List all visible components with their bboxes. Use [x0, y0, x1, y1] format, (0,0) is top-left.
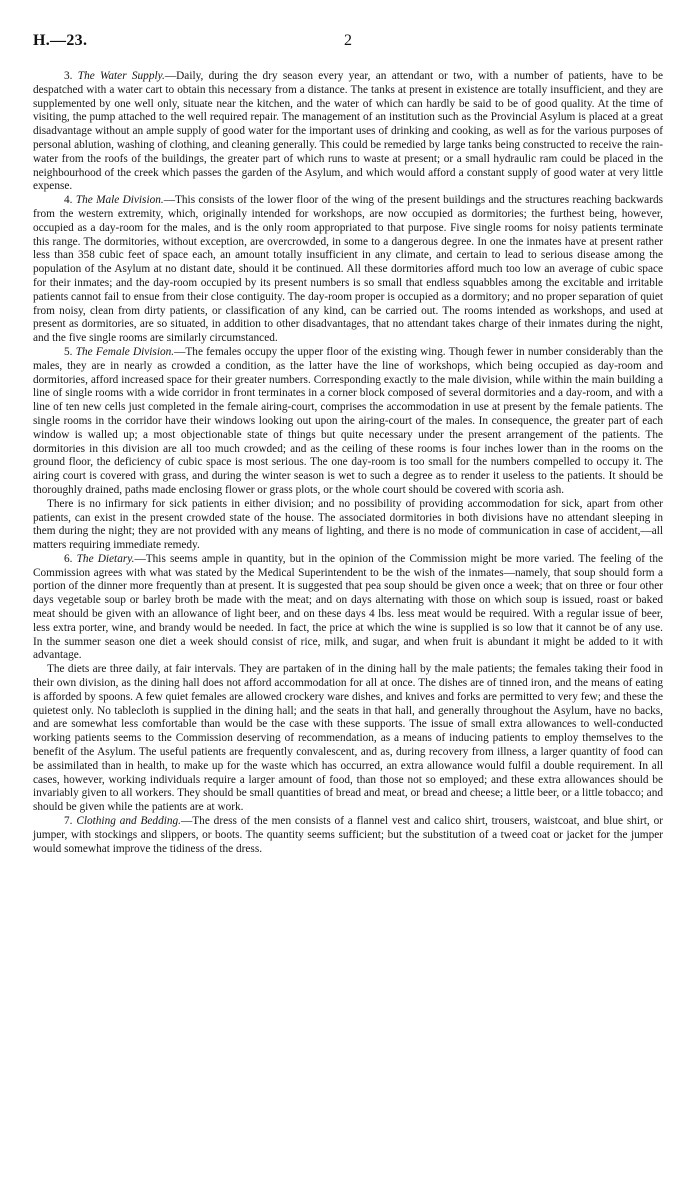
section-number: 5.	[64, 345, 73, 358]
paragraph-female-division	[33, 346, 663, 498]
paragraph-clothing	[33, 815, 663, 856]
section-number: 3.	[64, 70, 73, 82]
paragraph-text: —Daily, during the dry season every year, an attendant or two, with a number of patients, have to be despatched with a water cart to obtain this necessary from a distance. The tanks at present in existence are totally insufficient, and they are supplemented by one well only, situate near the kitchen, and the water of which can hardly be said to be of good quality. At the time of visiting, the pump attached to the well required repair. The management of an institution such as the Provincial Asylum is placed at a great disadvantage without an ample supply of good water for the important uses of drinking and cooking, as well as for the various purposes of personal ablution, washing of clothing, and cleaning generally. This could be remedied by large tanks being constructed to receive the rain-water from the roofs of the buildings, the greater part of which runs to waste at present; or a small hydraulic ram could be placed in the neighbourhood of the creek which passes the garden of the Asylum, and which would afford a constant supply of good water at very little expense.	[33, 70, 663, 193]
paragraph-dietary	[33, 553, 663, 663]
document-reference: H.—23.	[33, 32, 88, 49]
page-header	[33, 32, 663, 52]
paragraph-text: —The dress of the men consists of a flannel vest and calico shirt, trousers, waistcoat, and blue shirt, or jumper, with stockings and slippers, or boots. The quantity seems sufficient; but the substitution of a tweed coat or jacket for the jumper would somewhat improve the tidiness of the dress.	[33, 815, 663, 855]
section-number: 6.	[64, 552, 73, 565]
paragraph-text: —This consists of the lower floor of the wing of the present buildings and the structures reaching backwards from the western extremity, which, originally intended for workshops, are now occupied as dormitories; the furthest being, however, occupied as a day-room for the males, and is the only room appropriated to that purpose. Five single rooms for noisy patients terminate this range. The dormitories, without exception, are overcrowded, in some to a dangerous degree. In one the inmates have at present rather less than 358 cubic feet of space each, an amount totally insufficient in any climate, and certain to lead to serious disease among the population of the Asylum at no distant date, should it be continued. All these dormitories afford much too low an average of cubic space for their inmates; and the day-room occupied by its present numbers is so small that endless squabbles among the excitable and irritable patients cannot fail to ensue from their close contiguity. The day-room proper is occupied as a dormitory; and no proper separation of quiet from noisy, clean from dirty patients, or classification of any kind, can be carried out. The rooms intended as workshops, and used at present as dormitories, are so situated, in addition to other disadvantages, that no attendant takes charge of their inmates during the night, and the five single rooms are similarly circumstanced.	[33, 194, 663, 345]
paragraph-text: —The females occupy the upper floor of the existing wing. Though fewer in number considerably than the males, they are in nearly as crowded a condition, as the latter have the line of workshops, which being occupied as day-room and dormitories, afford increased space for their greater numbers. Corresponding exactly to the male division, while within the main building a line of single rooms with a wide corridor in front terminates in a corner block composed of several dormitories and a day-room, and with a line of ten new cells just completed in the female airing-court, comprises the accommodation in use at present by the female patients. The single rooms in the corridor have their windows looking out upon the airing-court of the males. In consequence, the greater part of each window is walled up; a most objectionable state of things but quite necessary under the present arrangement of the patients. The dormitories in this division are all too much crowded; and as the ceiling of these rooms is four inches lower than in the rooms on the ground floor, the deficiency of cubic space is most serious. The one day-room is too small for the numbers compelled to occupy it. The airing court is covered with grass, and during the winter season is wet to such a degree as to render it useless to the patients. It should be thoroughly drained, paths made enclosing flower or grass plots, or the whole court should be covered with scoria ash.	[33, 345, 664, 496]
section-title: Clothing and Bedding.	[76, 815, 181, 828]
section-title: The Dietary.	[76, 552, 135, 565]
report-body	[33, 70, 663, 856]
page-number: 2	[344, 32, 352, 49]
paragraph-diets	[33, 663, 663, 815]
paragraph-text: —This seems ample in quantity, but in the opinion of the Commission might be more varied. The feeling of the Commission agrees with what was stated by the Medical Superintendent to be the wish of the inmates—namely, that soup should form a portion of the dinner more frequently than at present. It is suggested that pea soup should be given once a week; that on three or four other days vegetable soup or barley broth be made with the meat; and on days alternating with those on which soup is issued, roast or baked meat should be given with an allowance of light beer, and on these days 4 lbs. less meat would be required. With a regular issue of beer, less extra porter, wine, and brandy would be needed. In fact, the price at which the wine is supplied is so low that it cannot be of any use. In the summer season one diet a week should consist of rice, milk, and sugar, and when fruit is abundant it might be added to it with advantage.	[33, 552, 663, 662]
paragraph-water-supply	[33, 70, 663, 194]
section-number: 4.	[64, 194, 73, 207]
paragraph-text: The diets are three daily, at fair intervals. They are partaken of in the dining hall by the male patients; the females taking their food in their own division, as the dining hall does not afford accommodation for all at once. The dishes are of tinned iron, and the means of eating is afforded by spoons. A few quiet females are allowed crockery ware dishes, and knives and forks are permitted to very few; and these the quietest only. No tablecloth is supplied in the dining hall; and the seats in that hall, and generally throughout the Asylum, have no backs, and are somewhat less comfortable than would be the case with these supports. The issue of small extra allowances to well-conducted working patients seems to the Commission deserving of recommendation, as a means of inducing patients to employ themselves to the benefit of the Asylum. The useful patients are frequently convalescent, and as, during recovery from illness, a larger quantity of food can be assimilated than in health, to make up for the waste which has occurred, an extra allowance would fulfil a double requirement. In all cases, however, working individuals require a larger amount of food, than those not so employed; and these extra allowances should be invariably given to all workers. They should be small quantities of bread and meat, or bread and cheese; a little beer, or a little tobacco; and should be given while the patients are at work.	[33, 663, 663, 814]
section-title: The Male Division.	[75, 194, 164, 207]
section-title: The Female Division.	[75, 345, 175, 358]
section-title: The Water Supply.	[77, 70, 165, 82]
paragraph-infirmary	[33, 498, 663, 553]
section-number: 7.	[64, 815, 73, 828]
paragraph-text: There is no infirmary for sick patients in either division; and no possibility of providing accommodation for sick, apart from other patients, can exist in the present crowded state of the house. The associated dormitories in both divisions have no attendant sleeping in them during the night; they are not provided with any means of lighting, and there is no mode of communication in case of accident,—all matters requiring immediate remedy.	[33, 497, 663, 552]
paragraph-male-division	[33, 194, 663, 346]
